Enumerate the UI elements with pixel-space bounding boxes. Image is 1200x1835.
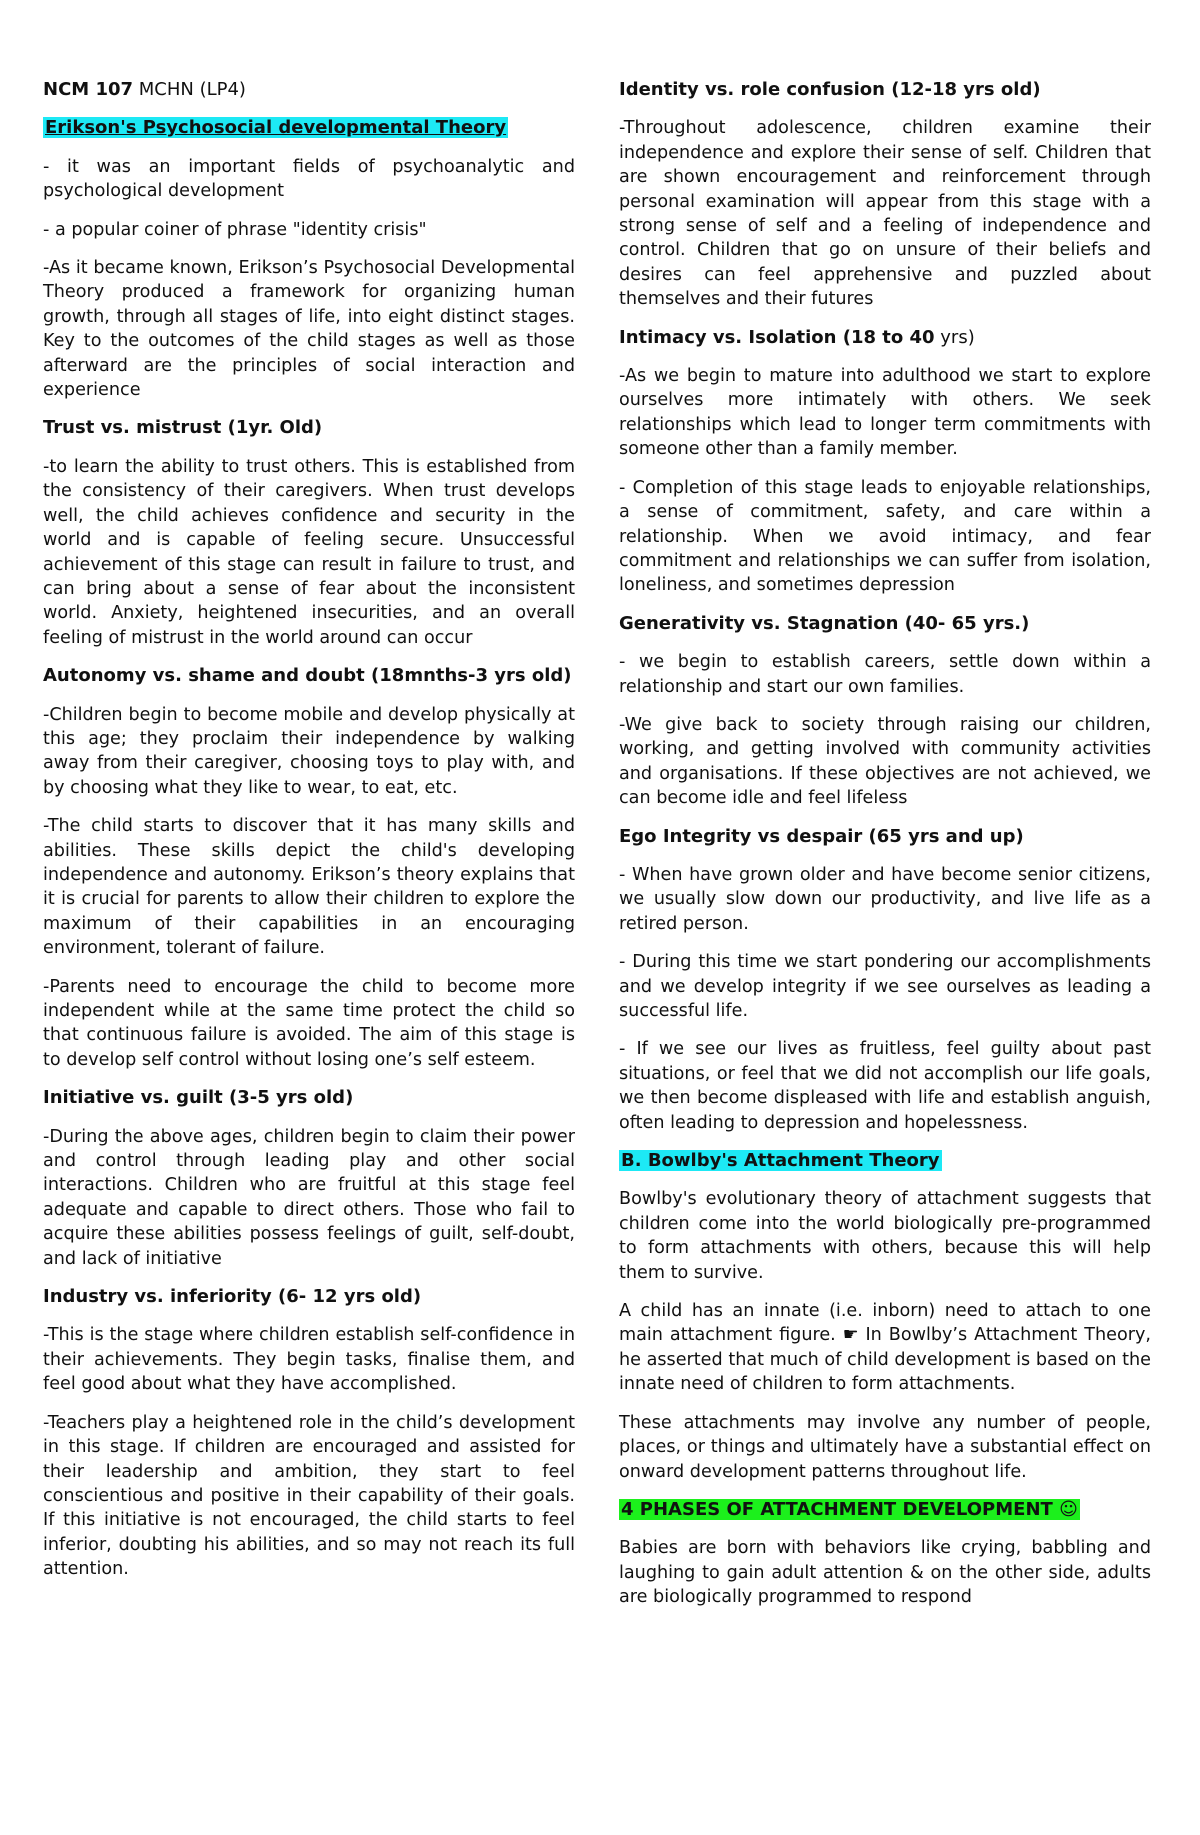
trust-heading: Trust vs. mistrust (1yr. Old) bbox=[43, 417, 323, 439]
bowlby-paragraph: Bowlby's evolutionary theory of attachment suggests that children come into the world biologically pre-programmed to form attachments with others, because this will help them to survive. bbox=[619, 1189, 1151, 1283]
phases-title-text: 4 PHASES OF ATTACHMENT DEVELOPMENT bbox=[621, 1498, 1053, 1520]
course-code: NCM 107 bbox=[43, 79, 134, 100]
right-column bbox=[619, 78, 1151, 1624]
ego-integrity-paragraph: - During this time we start pondering our accomplishments and we develop integrity if we see ourselves as leading a successful life. bbox=[619, 952, 1151, 1021]
autonomy-paragraph: -The child starts to discover that it has many skills and abilities. These skills depict the child's developing independence and autonomy. Erikson’s theory explains that it is crucial for parents to allow their children to explore the maximum of their capabilities in an encouraging environment, tolerant of failure. bbox=[43, 816, 575, 959]
ego-integrity-paragraph: - When have grown older and have become senior citizens, we usually slow down our productivity, and live life as a retired person. bbox=[619, 864, 1151, 934]
intimacy-heading-plain: yrs) bbox=[934, 326, 975, 348]
phases-paragraph: Babies are born with behaviors like crying, babbling and laughing to gain adult attention & on the other side, adults are biologically programmed to respond bbox=[619, 1538, 1151, 1608]
bowlby-paragraph: A child has an innate (i.e. inborn) need to attach to one main attachment figure. ☛ In Bowlby’s Attachment Theory, he asserted that much of child development is based on the innate need of children to form attachments. bbox=[619, 1301, 1151, 1395]
autonomy-paragraph: -Parents need to encourage the child to become more independent while at the same time protect the child so that continuous failure is avoided. The aim of this stage is to develop self control without losing one’s self esteem. bbox=[43, 976, 575, 1070]
bowlby-title: B. Bowlby's Attachment Theory bbox=[621, 1150, 940, 1172]
bowlby-paragraph: These attachments may involve any number of people, places, or things and ultimately have a substantial effect on onward development patterns throughout life. bbox=[619, 1412, 1151, 1482]
industry-heading: Industry vs. inferiority (6- 12 yrs old) bbox=[43, 1286, 422, 1308]
course-subtitle: MCHN (LP4) bbox=[133, 79, 246, 100]
autonomy-paragraph: -Children begin to become mobile and develop physically at this age; they proclaim their independence by walking away from their caregiver, choosing toys to play with, and by choosing what they like to wear, to eat, etc. bbox=[43, 704, 575, 798]
generativity-paragraph: - we begin to establish careers, settle down within a relationship and start our own families. bbox=[619, 652, 1151, 697]
intimacy-heading-bold: Intimacy vs. Isolation (18 to 40 bbox=[619, 326, 935, 348]
intimacy-heading bbox=[619, 326, 1151, 350]
generativity-paragraph: -We give back to society through raising our children, working, and getting involved with community activities and organisations. If these objectives are not achieved, we can become idle and feel lifeless bbox=[619, 714, 1151, 809]
autonomy-heading: Autonomy vs. shame and doubt (18mnths-3 yrs old) bbox=[43, 665, 572, 687]
intro-paragraph: -As it became known, Erikson’s Psychosocial Developmental Theory produced a framework for organizing human growth, through all stages of life, into eight distinct stages. Key to the outcomes of the child stages as well as those afterward are the principles of social interaction and experience bbox=[43, 258, 575, 401]
phases-title bbox=[619, 1499, 1080, 1520]
left-column bbox=[43, 78, 575, 1596]
phases-title-line bbox=[619, 1498, 1151, 1522]
ego-integrity-heading: Ego Integrity vs despair (65 yrs and up) bbox=[619, 825, 1024, 847]
erikson-title: Erikson's Psychosocial developmental Theory bbox=[45, 117, 507, 139]
document-header bbox=[43, 78, 575, 102]
intimacy-paragraph: -As we begin to mature into adulthood we start to explore ourselves more intimately with others. We seek relationships which lead to longer term commitments with someone other than a family member. bbox=[619, 366, 1151, 460]
erikson-title-line bbox=[43, 116, 575, 140]
industry-paragraph: -Teachers play a heightened role in the child’s development in this stage. If children are encouraged and assisted for their leadership and ambition, they start to feel conscientious and positive in their capability of their goals. If this initiative is not encouraged, the child starts to feel inferior, doubting his abilities, and so may not reach its full attention. bbox=[43, 1412, 575, 1580]
initiative-heading: Initiative vs. guilt (3-5 yrs old) bbox=[43, 1087, 354, 1109]
baby-icon: ☺ bbox=[1059, 1498, 1078, 1520]
generativity-heading: Generativity vs. Stagnation (40- 65 yrs.) bbox=[619, 612, 1030, 634]
initiative-paragraph: -During the above ages, children begin to claim their power and control through leading play and other social interactions. Children who are fruitful at this stage feel adequate and capable to direct others. Those who fail to acquire these abilities possess feelings of guilt, self-doubt, and lack of initiative bbox=[43, 1126, 575, 1269]
intro-paragraph: - it was an important fields of psychoanalytic and psychological development bbox=[43, 156, 575, 202]
intro-paragraph: - a popular coiner of phrase "identity crisis" bbox=[43, 219, 427, 240]
bowlby-title-line bbox=[619, 1149, 1151, 1173]
intimacy-paragraph: - Completion of this stage leads to enjoyable relationships, a sense of commitment, safety, and care within a relationship. When we avoid intimacy, and fear commitment and relationships we can suffer from isolation, loneliness, and sometimes depression bbox=[619, 477, 1151, 596]
ego-integrity-paragraph: - If we see our lives as fruitless, feel guilty about past situations, or feel that we did not accomplish our life goals, we then become displeased with life and establish anguish, often leading to depression and hopelessness. bbox=[619, 1039, 1151, 1133]
identity-heading: Identity vs. role confusion (12-18 yrs old) bbox=[619, 79, 1041, 100]
trust-paragraph: -to learn the ability to trust others. This is established from the consistency of their caregivers. When trust develops well, the child achieves confidence and security in the world and is capable of feeling secure. Unsuccessful achievement of this stage can result in failure to trust, and can bring about a sense of fear about the inconsistent world. Anxiety, heightened insecurities, and an overall feeling of mistrust in the world around can occur bbox=[43, 456, 575, 648]
industry-paragraph: -This is the stage where children establish self-confidence in their achievements. They begin tasks, finalise them, and feel good about what they have accomplished. bbox=[43, 1325, 575, 1395]
identity-paragraph: -Throughout adolescence, children examine their independence and explore their sense of self. Children that are shown encouragement and reinforcement through personal examination will appear from this stage with a strong sense of self and a feeling of independence and control. Children that go on unsure of their beliefs and desires can feel apprehensive and puzzled about themselves and their futures bbox=[619, 118, 1151, 310]
